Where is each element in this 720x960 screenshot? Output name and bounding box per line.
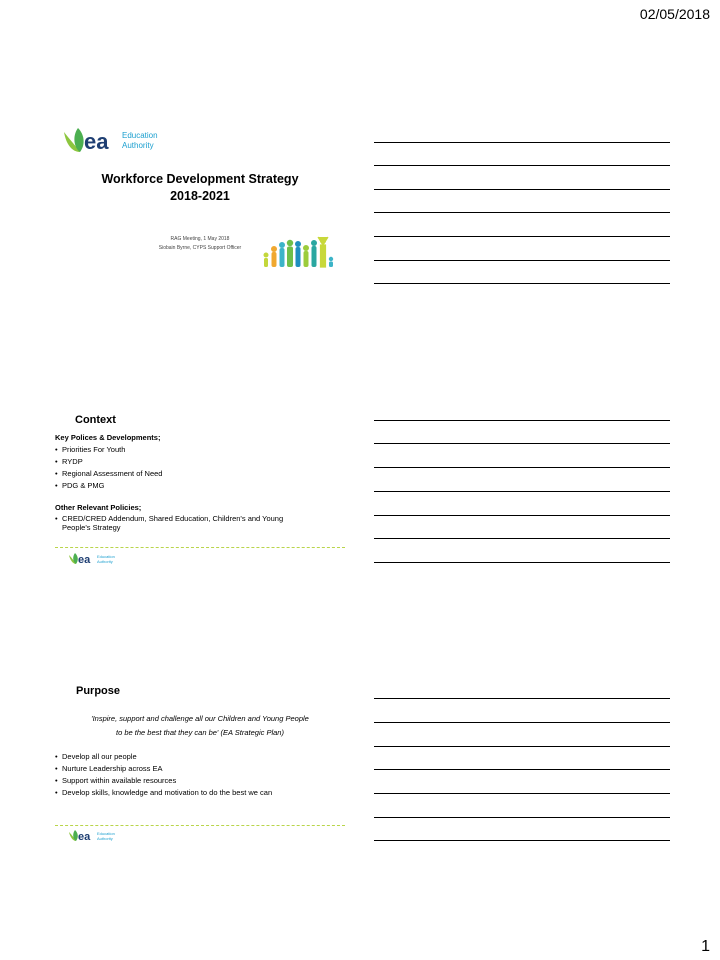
slide-body (55, 432, 345, 532)
slide-context (55, 410, 345, 618)
presenter-info: Siobain Byrne, CYPS Support Officer (158, 245, 242, 251)
svg-text:Authority: Authority (97, 836, 113, 841)
title-line-2: 2018-2021 (170, 189, 230, 203)
notes-line (374, 491, 670, 492)
svg-text:Authority: Authority (97, 559, 113, 564)
footer-divider (55, 825, 345, 826)
strategic-quote (55, 712, 345, 740)
slide-heading: Context (75, 414, 116, 426)
list-item: • Regional Assessment of Need (55, 468, 345, 480)
slide-title (55, 118, 345, 326)
notes-line (374, 769, 670, 770)
notes-line (374, 260, 670, 261)
notes-line (374, 746, 670, 747)
slide-heading: Purpose (76, 685, 121, 697)
list-item: • Develop skills, knowledge and motivation to do the best we can (55, 787, 345, 799)
family-silhouettes-image (260, 235, 336, 271)
svg-text:ea: ea (84, 129, 109, 154)
svg-text:ea: ea (78, 831, 91, 843)
notes-line (374, 793, 670, 794)
section-heading: Other Relevant Policies; (55, 503, 142, 512)
bullet-list (55, 751, 345, 799)
presentation-title (55, 171, 345, 205)
list-item: • Support within available resources (55, 775, 345, 787)
page-number: 1 (701, 938, 710, 955)
quote-line-2: to be the best that they can be' (EA Strategic Plan) (116, 728, 284, 737)
ea-logo-small (67, 550, 123, 566)
list-item: • PDG & PMG (55, 480, 345, 492)
bullet-list (55, 444, 345, 492)
title-line-1: Workforce Development Strategy (101, 172, 299, 186)
notes-line (374, 538, 670, 539)
quote-line-1: 'Inspire, support and challenge all our Children and Young People (91, 714, 309, 723)
list-item: • Develop all our people (55, 751, 345, 763)
ea-logo-small (67, 827, 123, 843)
notes-line (374, 698, 670, 699)
bullet-list (55, 514, 305, 532)
notes-line (374, 420, 670, 421)
slide-purpose (55, 682, 345, 890)
section-heading: Key Polices & Developments; (55, 433, 161, 442)
ea-logo (60, 122, 170, 156)
notes-line (374, 515, 670, 516)
notes-line (374, 165, 670, 166)
meeting-info: RAG Meeting, 1 May 2018 (170, 236, 230, 242)
notes-line (374, 189, 670, 190)
list-item: • RYDP (55, 456, 345, 468)
footer-divider (55, 547, 345, 548)
slide-body (55, 751, 345, 799)
list-item: • CRED/CRED Addendum, Shared Education, Children's and Young People's Strategy (55, 514, 305, 532)
notes-line (374, 212, 670, 213)
notes-line (374, 467, 670, 468)
notes-line (374, 236, 670, 237)
svg-text:Authority: Authority (122, 141, 154, 150)
notes-line (374, 722, 670, 723)
notes-line (374, 142, 670, 143)
svg-text:ea: ea (78, 554, 91, 566)
document-date: 02/05/2018 (639, 6, 710, 22)
svg-text:Education: Education (97, 554, 115, 559)
list-item: • Priorities For Youth (55, 444, 345, 456)
svg-text:Education: Education (122, 131, 158, 140)
notes-line (374, 817, 670, 818)
notes-line (374, 443, 670, 444)
list-item: • Nurture Leadership across EA (55, 763, 345, 775)
notes-line (374, 283, 670, 284)
svg-text:Education: Education (97, 831, 115, 836)
notes-line (374, 840, 670, 841)
notes-line (374, 562, 670, 563)
